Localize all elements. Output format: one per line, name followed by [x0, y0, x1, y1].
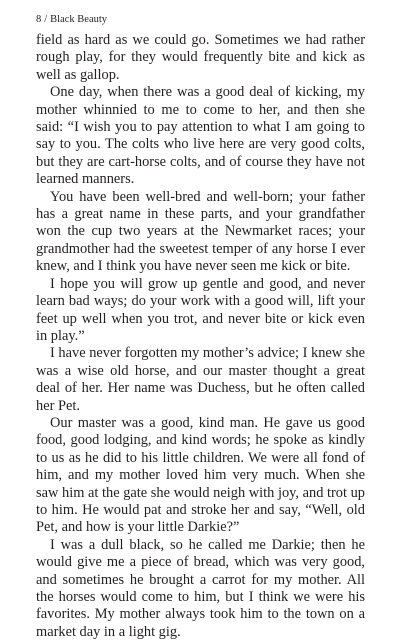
paragraph: I hope you will grow up gentle and good, and never learn bad ways; do your work with a good will, lift your feet up well when you trot, and never bite or kick even in play.” [36, 275, 365, 344]
page-number: 8 [36, 14, 42, 25]
paragraph: Our master was a good, kind man. He gave us good food, good lodging, and kind words; he spoke as kindly to us as he did to his little children. We were all fond of him, and my mother loved him very much. When she saw him at the gate she would neigh with joy, and trot up to him. He would pat and stroke her and say, “Well, old Pet, and how is your little Darkie?” [36, 414, 365, 536]
paragraph: field as hard as we could go. Sometimes we had rather rough play, for they would frequently bite and kick as well as gallop. [36, 32, 365, 83]
book-title: Black Beauty [50, 14, 108, 25]
running-head [36, 13, 107, 27]
paragraph: I was a dull black, so he called me Darkie; then he would give me a piece of bread, which was very good, and sometimes he brought a carrot for my mother. All the horses would come to him, but I think we were his favorites. My mother always took him to the town on a market day in a light gig. [36, 536, 365, 640]
paragraph: You have been well-bred and well-born; your father has a great name in these parts, and your grandfather won the cup two years at the Newmarket races; your grandmother had the sweetest temper of any horse I ever knew, and I think you have never seen me kick or bite. [36, 188, 365, 275]
paragraph: I have never forgotten my mother’s advice; I knew she was a wise old horse, and our master thought a great deal of her. Her name was Duchess, but he often called her Pet. [36, 345, 365, 414]
body-text [36, 32, 365, 641]
running-head-separator: / [44, 14, 48, 25]
paragraph: One day, when there was a good deal of kicking, my mother whinnied to me to come to her, and then she said: “I wish you to pay attention to what I am going to say to you. The colts who live here are very good colts, but they are cart-horse colts, and of course they have not learned manners. [36, 84, 365, 188]
